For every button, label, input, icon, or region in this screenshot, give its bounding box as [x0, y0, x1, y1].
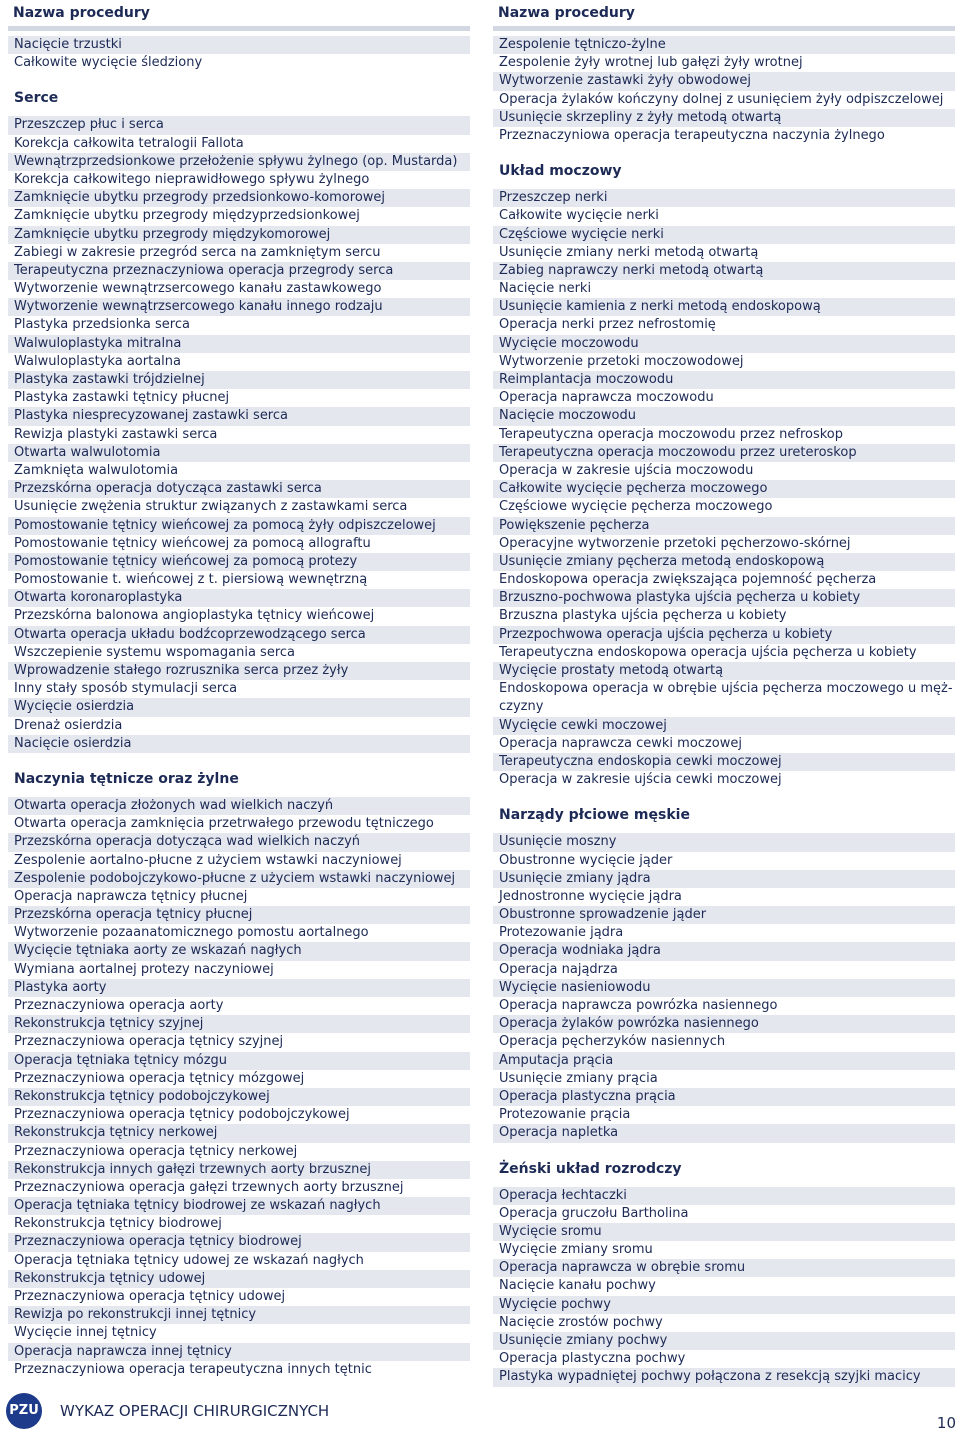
procedure-row: Korekcja całkowitego nieprawidłowego spływu żylnego — [8, 171, 470, 189]
procedure-row: Operacja najądrza — [493, 961, 955, 979]
procedure-row: Usunięcie zmiany prącia — [493, 1070, 955, 1088]
procedure-row: Wycięcie prostaty metodą otwartą — [493, 662, 955, 680]
pzu-logo: PZU — [6, 1393, 42, 1429]
procedure-row: Usunięcie zmiany nerki metodą otwartą — [493, 244, 955, 262]
procedure-row: Zespolenie żyły wrotnej lub gałęzi żyły wrotnej — [493, 54, 955, 72]
procedure-row: Wycięcie moczowodu — [493, 335, 955, 353]
procedure-row: Zespolenie aortalno-płucne z użyciem wstawki naczyniowej — [8, 852, 470, 870]
procedure-row: Przeszczep nerki — [493, 189, 955, 207]
procedure-row: Operacyjne wytworzenie przetoki pęcherzowo-skórnej — [493, 535, 955, 553]
section-heading: Serce — [14, 90, 59, 107]
procedure-row: Reimplantacja moczowodu — [493, 371, 955, 389]
procedure-row: Rewizja plastyki zastawki serca — [8, 426, 470, 444]
procedure-row: Rekonstrukcja tętnicy nerkowej — [8, 1124, 470, 1142]
procedure-row: Pomostowanie tętnicy wieńcowej za pomocą żyły odpiszczelowej — [8, 517, 470, 535]
procedure-row: Operacja w zakresie ujścia moczowodu — [493, 462, 955, 480]
procedure-row: Jednostronne wycięcie jądra — [493, 888, 955, 906]
procedure-row: Usunięcie zmiany pochwy — [493, 1332, 955, 1350]
procedure-row: Operacja nerki przez nefrostomię — [493, 316, 955, 334]
procedure-row: Nacięcie nerki — [493, 280, 955, 298]
procedure-row: Całkowite wycięcie nerki — [493, 207, 955, 225]
procedure-row: Rekonstrukcja innych gałęzi trzewnych aorty brzusznej — [8, 1161, 470, 1179]
section-spacer — [493, 789, 955, 797]
procedure-row: Operacja naprawcza powrózka nasiennego — [493, 997, 955, 1015]
procedure-row: Przeznaczyniowa operacja terapeutyczna innych tętnic — [8, 1361, 470, 1379]
procedure-row: Przezskórna balonowa angioplastyka tętnicy wieńcowej — [8, 607, 470, 625]
procedure-row: Przezskórna operacja tętnicy płucnej — [8, 906, 470, 924]
procedure-row: Operacja napletka — [493, 1124, 955, 1142]
procedure-row: Operacja gruczołu Bartholina — [493, 1205, 955, 1223]
procedure-row: Wytworzenie pozaanatomicznego pomostu aortalnego — [8, 924, 470, 942]
procedure-row: Inny stały sposób stymulacji serca — [8, 680, 470, 698]
procedure-row: Otwarta walwulotomia — [8, 444, 470, 462]
procedure-row: Operacja pęcherzyków nasiennych — [493, 1033, 955, 1051]
procedure-row: Operacja naprawcza cewki moczowej — [493, 735, 955, 753]
procedure-row: Wytworzenie przetoki moczowodowej — [493, 353, 955, 371]
procedure-row: Otwarta operacja zamknięcia przetrwałego przewodu tętniczego — [8, 815, 470, 833]
procedure-row: Przezskórna operacja dotycząca wad wielkich naczyń — [8, 833, 470, 851]
procedure-row: Nacięcie osierdzia — [8, 735, 470, 753]
procedure-row: Całkowite wycięcie pęcherza moczowego — [493, 480, 955, 498]
procedure-row: Wytworzenie wewnątrzsercowego kanału zastawkowego — [8, 280, 470, 298]
procedure-row: Operacja żylaków kończyny dolnej z usunięciem żyły odpiszczelowej — [493, 91, 955, 109]
procedure-row: Operacja tętniaka tętnicy mózgu — [8, 1052, 470, 1070]
procedure-row: Wycięcie osierdzia — [8, 698, 470, 716]
procedure-row: Wszczepienie systemu wspomagania serca — [8, 644, 470, 662]
procedure-row: Plastyka zastawki tętnicy płucnej — [8, 389, 470, 407]
procedure-row: Przezpochwowa operacja ujścia pęcherza u kobiety — [493, 626, 955, 644]
procedure-row: Operacja wodniaka jądra — [493, 942, 955, 960]
section-spacer — [8, 753, 470, 761]
procedure-row: Protezowanie jądra — [493, 924, 955, 942]
procedure-row: Brzuszna plastyka ujścia pęcherza u kobiety — [493, 607, 955, 625]
procedure-row: Otwarta koronaroplastyka — [8, 589, 470, 607]
procedure-row: Powiększenie pęcherza — [493, 517, 955, 535]
procedure-row: Pomostowanie tętnicy wieńcowej za pomocą protezy — [8, 553, 470, 571]
procedure-row: Terapeutyczna endoskopia cewki moczowej — [493, 753, 955, 771]
procedure-row: Wycięcie nasieniowodu — [493, 979, 955, 997]
procedure-row: Przeznaczyniowa operacja tętnicy biodrowej — [8, 1233, 470, 1251]
section-spacer — [8, 72, 470, 80]
procedure-row: Nacięcie moczowodu — [493, 407, 955, 425]
page-number: 10 — [936, 1414, 956, 1432]
section-heading: Układ moczowy — [499, 163, 622, 180]
procedure-row: Zabiegi w zakresie przegród serca na zamkniętym sercu — [8, 244, 470, 262]
procedure-row: Brzuszno-pochwowa plastyka ujścia pęcherza u kobiety — [493, 589, 955, 607]
procedure-row: Zamknięcie ubytku przegrody międzyprzedsionkowej — [8, 207, 470, 225]
procedure-row: Terapeutyczna przeznaczyniowa operacja przegrody serca — [8, 262, 470, 280]
procedure-row: Operacja plastyczna prącia — [493, 1088, 955, 1106]
procedure-row: Zamknięcie ubytku przegrody przedsionkowo-komorowej — [8, 189, 470, 207]
procedure-row: Obustronne sprowadzenie jąder — [493, 906, 955, 924]
procedure-row: Plastyka wypadniętej pochwy połączona z resekcją szyjki macicy — [493, 1368, 955, 1386]
procedure-row: Plastyka przedsionka serca — [8, 316, 470, 334]
procedure-row: Plastyka zastawki trójdzielnej — [8, 371, 470, 389]
left-column-header: Nazwa procedury — [8, 0, 470, 31]
procedure-row: Wprowadzenie stałego rozrusznika serca przez żyły — [8, 662, 470, 680]
procedure-row: Otwarta operacja układu bodźcoprzewodzącego serca — [8, 626, 470, 644]
procedure-row: Operacja w zakresie ujścia cewki moczowej — [493, 771, 955, 789]
procedure-row: Obustronne wycięcie jąder — [493, 852, 955, 870]
procedure-row: Wytworzenie zastawki żyły obwodowej — [493, 72, 955, 90]
right-procedure-list — [493, 31, 955, 1387]
procedure-row: Przeznaczyniowa operacja aorty — [8, 997, 470, 1015]
procedure-row: Usunięcie kamienia z nerki metodą endoskopową — [493, 298, 955, 316]
procedure-row: Wytworzenie wewnątrzsercowego kanału innego rodzaju — [8, 298, 470, 316]
procedure-row: Rekonstrukcja tętnicy biodrowej — [8, 1215, 470, 1233]
procedure-row: Terapeutyczna operacja moczowodu przez nefroskop — [493, 426, 955, 444]
procedure-row: Walwuloplastyka mitralna — [8, 335, 470, 353]
procedure-row: Przeznaczyniowa operacja tętnicy nerkowej — [8, 1143, 470, 1161]
procedure-row: Korekcja całkowita tetralogii Fallota — [8, 135, 470, 153]
procedure-row: Otwarta operacja złożonych wad wielkich naczyń — [8, 797, 470, 815]
procedure-row: Operacja plastyczna pochwy — [493, 1350, 955, 1368]
procedure-row: Rekonstrukcja tętnicy podobojczykowej — [8, 1088, 470, 1106]
procedure-row: Rekonstrukcja tętnicy szyjnej — [8, 1015, 470, 1033]
section-heading: Naczynia tętnicze oraz żylne — [14, 770, 239, 787]
right-column-header: Nazwa procedury — [493, 0, 955, 31]
procedure-row: Walwuloplastyka aortalna — [8, 353, 470, 371]
procedure-row: Operacja naprawcza innej tętnicy — [8, 1343, 470, 1361]
procedure-row: Usunięcie skrzepliny z żyły metodą otwartą — [493, 109, 955, 127]
procedure-row: Wycięcie innej tętnicy — [8, 1324, 470, 1342]
procedure-row: Wymiana aortalnej protezy naczyniowej — [8, 961, 470, 979]
procedure-row: Zespolenie podobojczykowo-płucne z użyciem wstawki naczyniowej — [8, 870, 470, 888]
procedure-row: Wycięcie pochwy — [493, 1296, 955, 1314]
procedure-row: Operacja łechtaczki — [493, 1187, 955, 1205]
procedure-row: Przeznaczyniowa operacja tętnicy podobojczykowej — [8, 1106, 470, 1124]
section-spacer — [493, 145, 955, 153]
procedure-row: Nacięcie zrostów pochwy — [493, 1314, 955, 1332]
section-heading: Narządy płciowe męskie — [499, 807, 690, 824]
left-column — [8, 0, 470, 1379]
procedure-row: Przeznaczyniowa operacja tętnicy mózgowej — [8, 1070, 470, 1088]
procedure-row: Endoskopowa operacja zwiększająca pojemność pęcherza — [493, 571, 955, 589]
section-heading: Żeński układ rozrodczy — [499, 1160, 682, 1177]
procedure-row: Wycięcie cewki moczowej — [493, 717, 955, 735]
procedure-row: Zamknięta walwulotomia — [8, 462, 470, 480]
procedure-row: Całkowite wycięcie śledziony — [8, 54, 470, 72]
procedure-row: Operacja naprawcza w obrębie sromu — [493, 1259, 955, 1277]
procedure-row: Amputacja prącia — [493, 1052, 955, 1070]
procedure-row: Plastyka niesprecyzowanej zastawki serca — [8, 407, 470, 425]
left-procedure-list — [8, 31, 470, 1379]
procedure-row: Przezskórna operacja dotycząca zastawki serca — [8, 480, 470, 498]
procedure-row: Częściowe wycięcie pęcherza moczowego — [493, 498, 955, 516]
procedure-row: Wewnątrzprzedsionkowe przełożenie spływu żylnego (op. Mustarda) — [8, 153, 470, 171]
procedure-row: Przeznaczyniowa operacja gałęzi trzewnych aorty brzusznej — [8, 1179, 470, 1197]
procedure-row: Zamknięcie ubytku przegrody międzykomorowej — [8, 226, 470, 244]
procedure-row: Wycięcie tętniaka aorty ze wskazań nagłych — [8, 942, 470, 960]
procedure-row: Przeznaczyniowa operacja tętnicy szyjnej — [8, 1033, 470, 1051]
procedure-row: Rekonstrukcja tętnicy udowej — [8, 1270, 470, 1288]
procedure-row: Terapeutyczna endoskopowa operacja ujścia pęcherza u kobiety — [493, 644, 955, 662]
procedure-row: Wycięcie sromu — [493, 1223, 955, 1241]
procedure-row: Zespolenie tętniczo-żylne — [493, 36, 955, 54]
procedure-row: Zabieg naprawczy nerki metodą otwartą — [493, 262, 955, 280]
procedure-row: Pomostowanie tętnicy wieńcowej za pomocą allograftu — [8, 535, 470, 553]
right-column — [493, 0, 955, 1387]
procedure-row: Przeznaczyniowa operacja tętnicy udowej — [8, 1288, 470, 1306]
procedure-row: Częściowe wycięcie nerki — [493, 226, 955, 244]
procedure-row: Operacja żylaków powrózka nasiennego — [493, 1015, 955, 1033]
procedure-row: Operacja tętniaka tętnicy biodrowej ze wskazań nagłych — [8, 1197, 470, 1215]
procedure-row: Drenaż osierdzia — [8, 717, 470, 735]
procedure-row: Operacja naprawcza tętnicy płucnej — [8, 888, 470, 906]
procedure-row: Przeszczep płuc i serca — [8, 116, 470, 134]
procedure-row: Rewizja po rekonstrukcji innej tętnicy — [8, 1306, 470, 1324]
procedure-row: Protezowanie prącia — [493, 1106, 955, 1124]
procedure-row: Przeznaczyniowa operacja terapeutyczna naczynia żylnego — [493, 127, 955, 145]
procedure-row: Nacięcie kanału pochwy — [493, 1277, 955, 1295]
procedure-row: Usunięcie zwężenia struktur związanych z zastawkami serca — [8, 498, 470, 516]
procedure-row: Operacja naprawcza moczowodu — [493, 389, 955, 407]
procedure-row: Endoskopowa operacja w obrębie ujścia pęcherza moczowego u męż-czyzny — [493, 680, 955, 716]
procedure-row: Nacięcie trzustki — [8, 36, 470, 54]
procedure-row: Plastyka aorty — [8, 979, 470, 997]
procedure-row: Wycięcie zmiany sromu — [493, 1241, 955, 1259]
procedure-row: Terapeutyczna operacja moczowodu przez ureteroskop — [493, 444, 955, 462]
section-spacer — [493, 1143, 955, 1151]
footer-title: WYKAZ OPERACJI CHIRURGICZNYCH — [60, 1402, 330, 1420]
procedure-row: Pomostowanie t. wieńcowej z t. piersiową wewnętrzną — [8, 571, 470, 589]
procedure-row: Usunięcie moszny — [493, 833, 955, 851]
procedure-row: Usunięcie zmiany pęcherza metodą endoskopową — [493, 553, 955, 571]
procedure-row: Operacja tętniaka tętnicy udowej ze wskazań nagłych — [8, 1252, 470, 1270]
procedure-row: Usunięcie zmiany jądra — [493, 870, 955, 888]
